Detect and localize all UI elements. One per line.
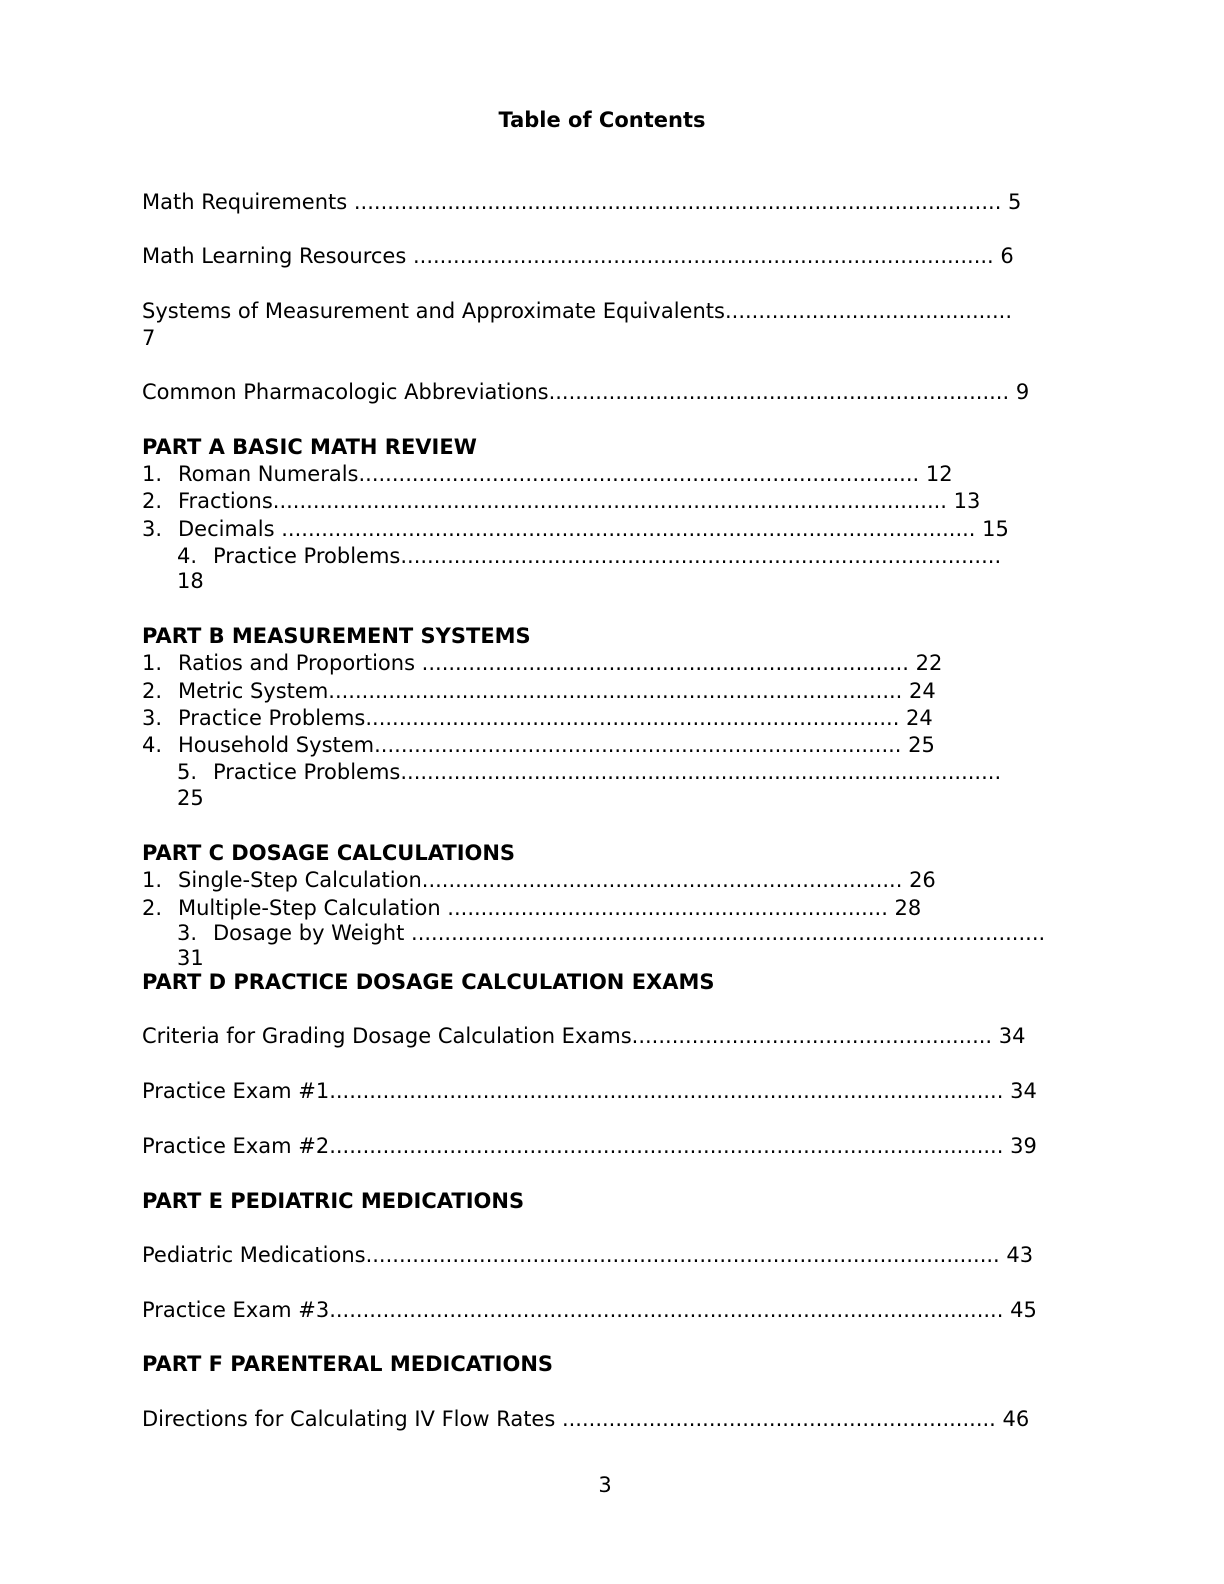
section-heading-part-c: PART C DOSAGE CALCULATIONS (142, 841, 516, 865)
toc-entry-math-learning-resources: Math Learning Resources ....................................................................................... 6 (142, 244, 1014, 268)
section-heading-part-e: PART E PEDIATRIC MEDICATIONS (142, 1189, 525, 1213)
toc-entry-systems-of-measurement: Systems of Measurement and Approximate Equivalents........................................... (142, 299, 1013, 323)
section-heading-part-a: PART A BASIC MATH REVIEW (142, 435, 477, 459)
toc-entry-practice-exam-3: Practice Exam #3..................................................................................................... 45 (142, 1298, 1037, 1322)
toc-entry-grading-criteria: Criteria for Grading Dosage Calculation Exams...................................................... 34 (142, 1024, 1026, 1048)
toc-entry-fractions: 2. Fractions..................................................................................................... 13 (142, 489, 981, 513)
toc-entry-dosage-by-weight: 3. Dosage by Weight ............................................................................................... (177, 921, 1046, 945)
toc-entry-decimals: 3. Decimals ........................................................................................................ 15 (142, 517, 1009, 541)
page-title: Table of Contents (498, 108, 706, 132)
toc-entry-practice-exam-2: Practice Exam #2..................................................................................................... 39 (142, 1134, 1037, 1158)
toc-entry-practice-problems-b2: 5. Practice Problems.......................................................................................... (177, 760, 1002, 784)
toc-entry-household-system: 4. Household System............................................................................... 25 (142, 733, 935, 757)
section-heading-part-b: PART B MEASUREMENT SYSTEMS (142, 624, 531, 648)
section-heading-part-f: PART F PARENTERAL MEDICATIONS (142, 1352, 554, 1376)
toc-entry-pediatric-medications: Pediatric Medications............................................................................................... 43 (142, 1243, 1034, 1267)
toc-entry-roman-numerals: 1. Roman Numerals.................................................................................... 12 (142, 462, 953, 486)
toc-entry-practice-problems-a: 4. Practice Problems.......................................................................................... (177, 544, 1002, 568)
toc-entry-practice-problems-a-page: 18 (177, 569, 204, 593)
toc-entry-pharmacologic-abbreviations: Common Pharmacologic Abbreviations..................................................................... 9 (142, 380, 1030, 404)
toc-entry-systems-of-measurement-page: 7 (142, 326, 156, 350)
toc-entry-practice-problems-b2-page: 25 (177, 786, 204, 810)
section-heading-part-d: PART D PRACTICE DOSAGE CALCULATION EXAMS (142, 970, 715, 994)
toc-entry-math-requirements: Math Requirements ................................................................................................. 5 (142, 190, 1022, 214)
toc-entry-dosage-by-weight-page: 31 (177, 946, 204, 970)
toc-entry-multiple-step: 2. Multiple-Step Calculation .................................................................. 28 (142, 896, 922, 920)
toc-entry-single-step: 1. Single-Step Calculation........................................................................ 26 (142, 868, 936, 892)
toc-entry-practice-exam-1: Practice Exam #1..................................................................................................... 34 (142, 1079, 1037, 1103)
toc-entry-iv-flow-rates: Directions for Calculating IV Flow Rates ................................................................. 46 (142, 1407, 1030, 1431)
toc-entry-ratios-proportions: 1. Ratios and Proportions ......................................................................... 22 (142, 651, 943, 675)
page-number: 3 (598, 1473, 612, 1497)
toc-entry-metric-system: 2. Metric System...................................................................................... 24 (142, 679, 936, 703)
toc-entry-practice-problems-b: 3. Practice Problems................................................................................ 24 (142, 706, 933, 730)
